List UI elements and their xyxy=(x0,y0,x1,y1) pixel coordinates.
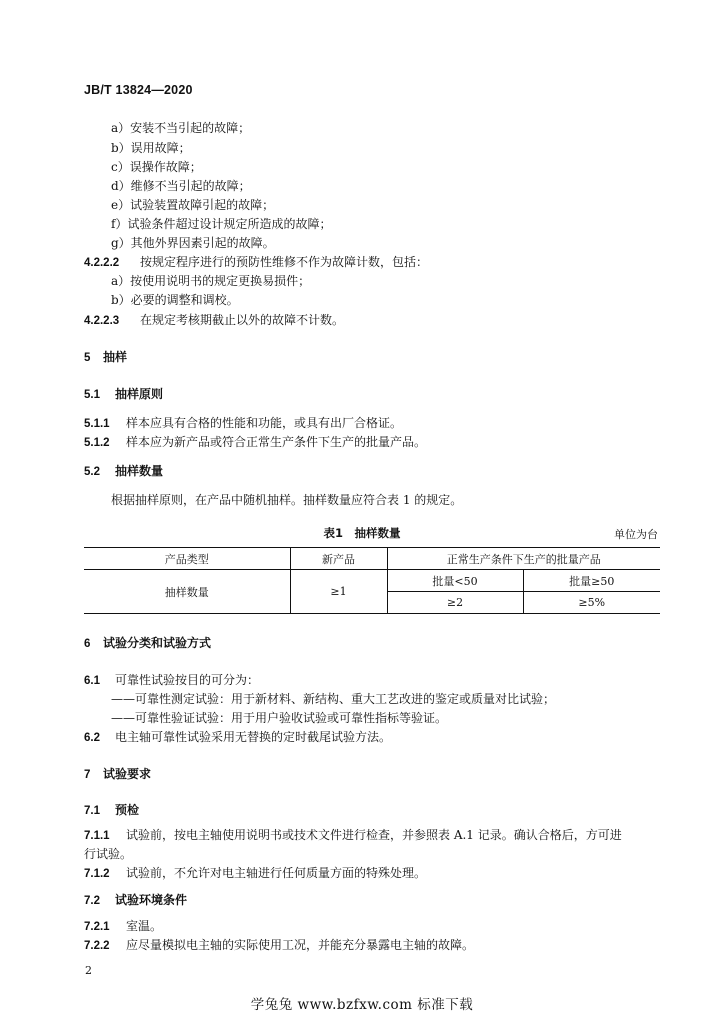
section-7-heading xyxy=(84,766,151,783)
clause-4-2-2-2 xyxy=(84,254,428,271)
clause-7-2-2 xyxy=(84,937,474,954)
list-item: f）试验条件超过设计规定所造成的故障； xyxy=(111,217,332,231)
table-row xyxy=(84,548,660,570)
clause-6-1 xyxy=(84,672,259,689)
clause-5-1-1 xyxy=(84,415,402,432)
sampling-table xyxy=(84,547,660,614)
watermark-footer: 学兔兔 www.bzfxw.com 标准下载 xyxy=(250,997,474,1013)
list-item: g）其他外界因素引起的故障。 xyxy=(111,236,275,250)
clause-number: 7.1.2 xyxy=(84,868,110,880)
clause-number: 7.2.2 xyxy=(84,940,110,952)
clause-text: 样本应具有合格的性能和功能，或具有出厂合格证。 xyxy=(126,416,403,430)
section-title: 试验环境条件 xyxy=(115,893,188,907)
table-row xyxy=(84,570,660,592)
section-number: 5.1 xyxy=(84,389,100,401)
section-title: 试验分类和试验方式 xyxy=(103,636,212,650)
list-item: b）必要的调整和调校。 xyxy=(111,293,239,307)
list-item: ——可靠性测定试验：用于新材料、新结构、重大工艺改进的鉴定或质量对比试验； xyxy=(111,692,556,706)
section-title: 抽样原则 xyxy=(115,387,164,401)
clause-text: 试验前，不允许对电主轴进行任何质量方面的特殊处理。 xyxy=(126,866,427,880)
header-cell: 产品类型 xyxy=(84,548,290,570)
clause-text: 样本应为新产品或符合正常生产条件下生产的批量产品。 xyxy=(126,435,427,449)
list-item: a）安装不当引起的故障； xyxy=(111,121,251,135)
clause-continuation: 行试验。 xyxy=(84,847,133,861)
section-title: 预检 xyxy=(115,803,140,817)
table-cell: ≥1 xyxy=(290,570,387,614)
section-5-2-heading xyxy=(84,463,163,480)
section-number: 6 xyxy=(84,638,91,650)
table-cell: ≥2 xyxy=(387,592,523,614)
clause-number: 5.1.1 xyxy=(84,418,110,430)
clause-text: 电主轴可靠性试验采用无替换的定时截尾试验方法。 xyxy=(115,730,392,744)
table-unit: 单位为台 xyxy=(614,528,658,541)
table-cell: ≥5% xyxy=(523,592,660,614)
clause-7-1-1 xyxy=(84,827,622,844)
section-5-heading xyxy=(84,349,127,366)
clause-text: 应尽量模拟电主轴的实际使用工况，并能充分暴露电主轴的故障。 xyxy=(126,938,475,952)
section-number: 7.1 xyxy=(84,805,100,817)
section-6-heading xyxy=(84,635,211,652)
clause-5-1-2 xyxy=(84,434,426,451)
section-number: 7.2 xyxy=(84,895,100,907)
section-5-1-heading xyxy=(84,386,163,403)
section-title: 抽样数量 xyxy=(115,464,164,478)
row-label-cell: 抽样数量 xyxy=(84,570,290,614)
clause-4-2-2-3 xyxy=(84,312,344,329)
table-caption: 表1 抽样数量 xyxy=(323,526,401,540)
section-number: 5 xyxy=(84,352,91,364)
clause-number: 6.1 xyxy=(84,675,100,687)
clause-number: 7.2.1 xyxy=(84,921,110,933)
section-title: 抽样 xyxy=(103,350,128,364)
section-7-1-heading xyxy=(84,802,139,819)
list-item: a）按使用说明书的规定更换易损件； xyxy=(111,274,311,288)
clause-6-2 xyxy=(84,729,391,746)
clause-number: 5.1.2 xyxy=(84,437,110,449)
clause-number: 6.2 xyxy=(84,732,100,744)
clause-text: 试验前，按电主轴使用说明书或技术文件进行检查，并参照表 A.1 记录。确认合格后，方可进 xyxy=(126,828,622,842)
clause-text: 在规定考核期截止以外的故障不计数。 xyxy=(140,313,345,327)
list-item: e）试验装置故障引起的故障； xyxy=(111,198,275,212)
clause-7-2-1 xyxy=(84,918,162,935)
section-number: 5.2 xyxy=(84,466,100,478)
section-title: 试验要求 xyxy=(103,767,152,781)
table-cell: 批量≥50 xyxy=(523,570,660,592)
header-cell: 新产品 xyxy=(290,548,387,570)
section-number: 7 xyxy=(84,769,91,781)
header-cell: 正常生产条件下生产的批量产品 xyxy=(387,548,660,570)
section-7-2-heading xyxy=(84,892,187,909)
clause-number: 7.1.1 xyxy=(84,830,110,842)
standard-code: JB/T 13824—2020 xyxy=(84,83,193,97)
clause-number: 4.2.2.3 xyxy=(84,315,120,327)
list-item: ——可靠性验证试验：用于用户验收试验或可靠性指标等验证。 xyxy=(111,711,448,725)
paragraph: 根据抽样原则，在产品中随机抽样。抽样数量应符合表 1 的规定。 xyxy=(111,493,463,507)
clause-text: 按规定程序进行的预防性维修不作为故障计数，包括： xyxy=(140,255,429,269)
list-item: b）误用故障； xyxy=(111,141,191,155)
clause-number: 4.2.2.2 xyxy=(84,257,120,269)
clause-text: 可靠性试验按目的可分为： xyxy=(115,673,260,687)
list-item: d）维修不当引起的故障； xyxy=(111,179,251,193)
clause-7-1-2 xyxy=(84,865,426,882)
table-cell: 批量<50 xyxy=(387,570,523,592)
page-number: 2 xyxy=(85,964,92,977)
clause-text: 室温。 xyxy=(126,919,163,933)
list-item: c）误操作故障； xyxy=(111,160,202,174)
